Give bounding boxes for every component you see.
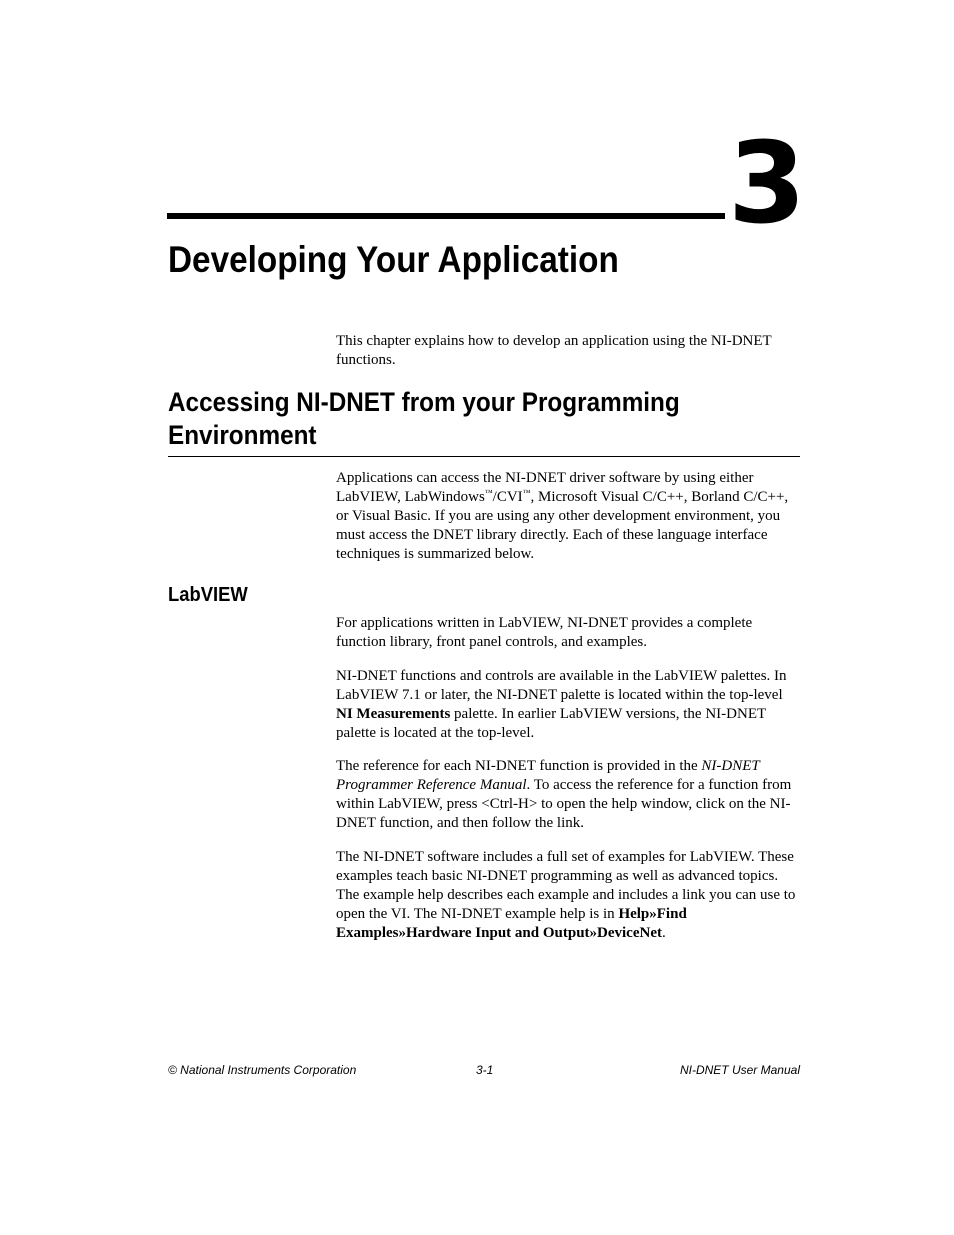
footer-manual-title: NI-DNET User Manual: [679, 1063, 800, 1077]
text: palette. In earlier LabVIEW versions, the NI-DNET palette is located at the top-level.: [336, 706, 766, 741]
footer-copyright: © National Instruments Corporation: [168, 1063, 357, 1077]
trademark: ™: [522, 488, 531, 497]
menu-term: NI Measurements: [336, 706, 451, 722]
footer-page-number: 3-1: [476, 1063, 494, 1077]
text: /CVI: [492, 489, 523, 505]
labview-paragraph-1: For applications written in LabVIEW, NI-DNET provides a complete function library, front panel controls, and examples.: [336, 615, 753, 650]
section-rule: [168, 456, 800, 457]
manual-title: NI-DNET Programmer Reference Manual: [336, 758, 760, 793]
text: .: [662, 925, 666, 941]
text: Applications can access the NI-DNET driver software by using either LabVIEW, LabWindows: [336, 470, 754, 505]
labview-paragraph-2: [336, 667, 800, 743]
chapter-number: 3: [728, 119, 804, 249]
section-heading-accessing: [168, 386, 680, 452]
text: , Microsoft Visual C/C++, Borland C/C++, or Visual Basic. If you are using any other development environment, you must access the DNET library directly. Each of these language interface techniques is summarized below.: [336, 489, 789, 562]
labview-paragraph-4: [336, 848, 800, 943]
menu-path: Help»Find Examples»Hardware Input and Output»DeviceNet: [336, 906, 687, 941]
text: The reference for each NI-DNET function is provided in the: [336, 758, 702, 774]
trademark: ™: [484, 488, 493, 497]
text: The NI-DNET software includes a full set of examples for LabVIEW. These examples teach basic NI-DNET programming as well as advanced topics. The example help describes each example and includes a link you can use to open the VI. The NI-DNET example help is in: [336, 849, 796, 922]
text: NI-DNET functions and controls are available in the LabVIEW palettes. In LabVIEW 7.1 or later, the NI-DNET palette is located within the top-level: [336, 668, 787, 703]
chapter-rule: [167, 213, 725, 219]
chapter-intro: This chapter explains how to develop an application using the NI-DNET functions.: [336, 333, 772, 368]
text: . To access the reference for a function from within LabVIEW, press <Ctrl-H> to open the help window, click on the NI-DNET function, and then follow the link.: [336, 777, 792, 831]
section1-paragraph: [336, 469, 800, 564]
section-heading-line1: Accessing NI-DNET from your Programming: [168, 387, 680, 417]
chapter-title: Developing Your Application: [168, 239, 619, 280]
subsection-heading-labview: LabVIEW: [168, 584, 248, 606]
section-heading-line2: Environment: [168, 420, 317, 450]
labview-paragraph-3: [336, 757, 800, 833]
